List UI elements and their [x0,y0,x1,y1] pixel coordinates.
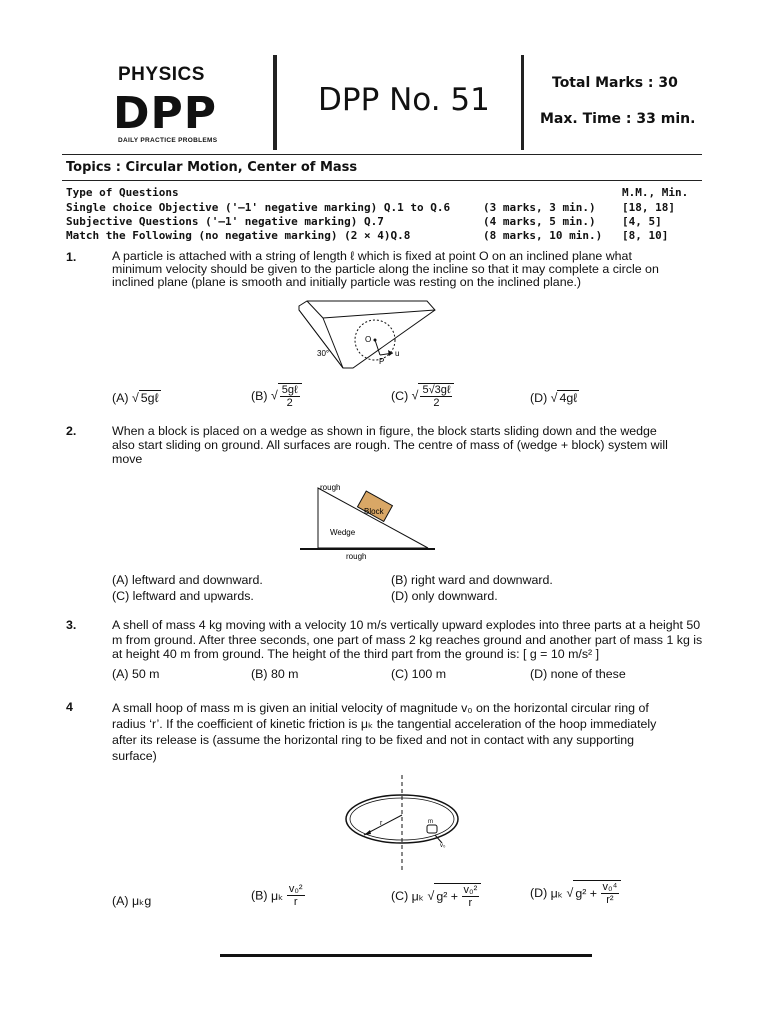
max-time: Max. Time : 33 min. [540,111,696,127]
velocity-label: v₀ [440,843,446,849]
question-line: after its release is (assume the horizontal ring to be fixed and not in contact with any supporting [112,733,635,747]
circular-ring-figure [340,775,470,875]
option-d: (D) only downward. [391,589,498,603]
question-number: 2. [66,424,77,438]
option-b: (B) √ $\frac{\text{5gℓ}}{2}$ [251,383,302,409]
option-c: (C) √ $\frac{\text{5√3gℓ}}{2}$ [391,383,454,409]
question-type-row-total: [4, 5] [622,215,662,228]
question-text [112,424,704,466]
option-d: (D) √ 4gℓ [530,391,578,405]
question-number: 3. [66,618,77,632]
option-a: (A) 50 m [112,667,160,681]
inclined-plane-figure [295,298,445,373]
option-a: (A) μₖg [112,894,152,908]
option-b: (B) right ward and downward. [391,573,553,587]
question-type-row-total: [8, 10] [622,229,669,242]
subject-heading: PHYSICS [118,64,205,85]
question-line: A shell of mass 4 kg moving with a velocity 10 m/s vertically upward explodes into three parts at a height 50 [112,618,701,632]
point-label: P [379,357,385,366]
question-type-row-label: Match the Following (no negative marking) (2 × 4)Q.8 [66,229,411,242]
option-b: (B) μₖ $\frac{\text{v₀²}}{r}$ [251,883,303,908]
rough-bottom-label: rough [346,552,367,561]
header-divider-left [273,55,277,150]
footer-rule [220,954,592,957]
question-type-row-total: [18, 18] [622,201,675,214]
option-c: (C) 100 m [391,667,447,681]
radius-label: r [380,820,383,827]
option-b: (B) 80 m [251,667,299,681]
dpp-logo-subtitle: DAILY PRACTICE PROBLEMS [118,137,218,144]
option-c: (C) leftward and upwards. [112,589,254,603]
velocity-label: u [395,349,400,358]
dpp-logo: DPP [113,88,218,139]
option-a: (A) √ 5gℓ [112,391,159,405]
question-line: also start sliding on ground. All surfaces are rough. The centre of mass of (wedge + block) system will [112,438,668,452]
question-text [112,700,704,764]
mass-label: m [428,819,433,825]
question-line: inclined plane (plane is smooth and initially particle was resting on the inclined plane.) [112,275,582,289]
question-type-row-label: Single choice Objective ('–1' negative marking) Q.1 to Q.6 [66,201,451,214]
total-marks: Total Marks : 30 [552,75,678,91]
question-line: move [112,452,143,466]
header-rule [62,154,702,155]
question-type-row-label: Subjective Questions ('–1' negative marking) Q.7 [66,215,384,228]
question-line: A particle is attached with a string of length ℓ which is fixed at point O on an inclined plane what [112,249,632,263]
question-line: m from ground. After three seconds, one part of mass 2 kg reaches ground and another part of mass 1 kg is [112,632,703,647]
page-title: DPP No. 51 [318,82,490,118]
question-type-row-marks: (8 marks, 10 min.) [483,229,603,242]
topics-line: Topics : Circular Motion, Center of Mass [66,160,358,175]
topics-rule [62,180,702,181]
block-label: Block [364,507,384,516]
question-line: minimum velocity should be given to the particle along the incline so that it may complete a circle on [112,262,659,276]
question-number: 4 [66,700,73,714]
question-type-row-marks: (4 marks, 5 min.) [483,215,596,228]
option-c: (C) μₖ √ g² + $\frac{\text{v₀²}}{r}$ [391,883,481,909]
question-types-heading-right: M.M., Min. [622,186,689,199]
question-line: When a block is placed on a wedge as shown in figure, the block starts sliding down and the wedge [112,424,657,438]
center-label: O [365,335,372,344]
option-d: (D) none of these [530,667,626,681]
question-line: at height 40 m from ground. The height of the third part from the ground is: [ g = 10 m/s² ] [112,647,600,661]
question-types-heading: Type of Questions [66,186,179,199]
question-text [112,250,704,289]
angle-label: 30° [317,349,330,358]
question-line: radius ‘r’. If the coefficient of kinetic friction is μₖ the tangential acceleration of the hoop immediately [112,717,657,731]
option-a: (A) leftward and downward. [112,573,263,587]
wedge-block-figure [300,478,440,563]
question-line: surface) [112,749,157,763]
question-text [112,618,704,662]
question-number: 1. [66,250,77,264]
question-line: A small hoop of mass m is given an initial velocity of magnitude v₀ on the horizontal circular ring of [112,701,649,715]
option-d: (D) μₖ √ g² + $\frac{\text{v₀⁴}}{\text{r²}}$ [530,880,621,906]
question-type-row-marks: (3 marks, 3 min.) [483,201,596,214]
wedge-label: Wedge [330,528,356,537]
header-divider-right [521,55,524,150]
rough-top-label: rough [320,483,341,492]
